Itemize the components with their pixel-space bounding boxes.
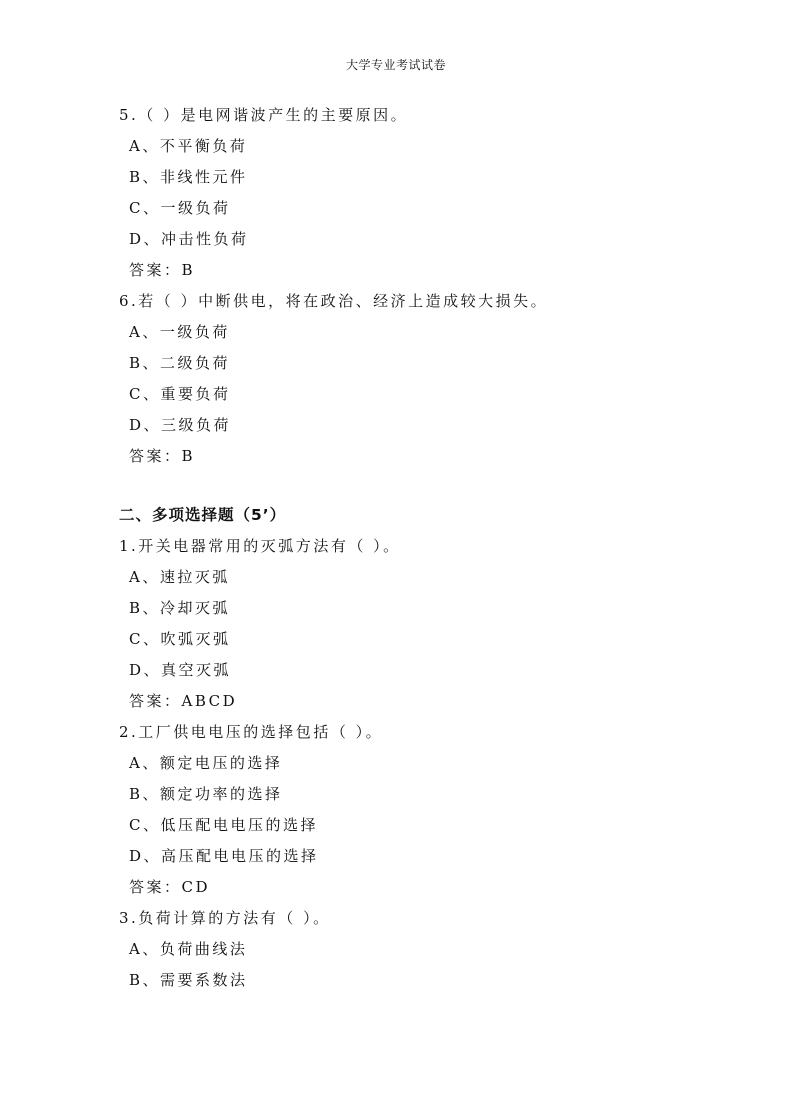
option-q5-a: A、不平衡负荷 <box>129 137 248 155</box>
page-header: 大学专业考试试卷 <box>345 58 446 72</box>
answer-m2-ans: 答案：CD <box>129 878 211 896</box>
question-m2: 2.工厂供电电压的选择包括（ ）。 <box>119 723 384 741</box>
question-q5: 5.（ ）是电网谐波产生的主要原因。 <box>119 106 409 124</box>
option-m2-d: D、高压配电电压的选择 <box>129 847 319 865</box>
option-q6-d: D、三级负荷 <box>129 416 232 434</box>
answer-q5-ans: 答案：B <box>129 261 196 279</box>
section-gap <box>119 472 719 500</box>
option-q5-c: C、一级负荷 <box>129 199 231 217</box>
option-q5-d: D、冲击性负荷 <box>129 230 249 248</box>
option-m1-b: B、冷却灭弧 <box>129 599 231 617</box>
option-m1-c: C、吹弧灭弧 <box>129 630 231 648</box>
exam-content <box>119 100 719 996</box>
option-q6-a: A、一级负荷 <box>129 323 230 341</box>
answer-m1-ans: 答案：ABCD <box>129 692 238 710</box>
answer-q6-ans: 答案：B <box>129 447 196 465</box>
option-m1-a: A、速拉灭弧 <box>129 568 230 586</box>
option-m2-c: C、低压配电电压的选择 <box>129 816 318 834</box>
section-title: 二、多项选择题（5’） <box>119 506 287 524</box>
question-q6: 6.若（ ）中断供电，将在政治、经济上造成较大损失。 <box>119 292 549 310</box>
option-m3-b: B、需要系数法 <box>129 971 248 989</box>
single-choice-block <box>119 100 719 472</box>
option-q6-b: B、二级负荷 <box>129 354 231 372</box>
multiple-choice-block <box>119 531 719 996</box>
option-q6-c: C、重要负荷 <box>129 385 231 403</box>
question-m1: 1.开关电器常用的灭弧方法有（ ）。 <box>119 537 401 555</box>
option-m2-a: A、额定电压的选择 <box>129 754 283 772</box>
option-m2-b: B、额定功率的选择 <box>129 785 283 803</box>
option-m1-d: D、真空灭弧 <box>129 661 232 679</box>
question-m3: 3.负荷计算的方法有（ ）。 <box>119 909 331 927</box>
option-m3-a: A、负荷曲线法 <box>129 940 248 958</box>
option-q5-b: B、非线性元件 <box>129 168 248 186</box>
